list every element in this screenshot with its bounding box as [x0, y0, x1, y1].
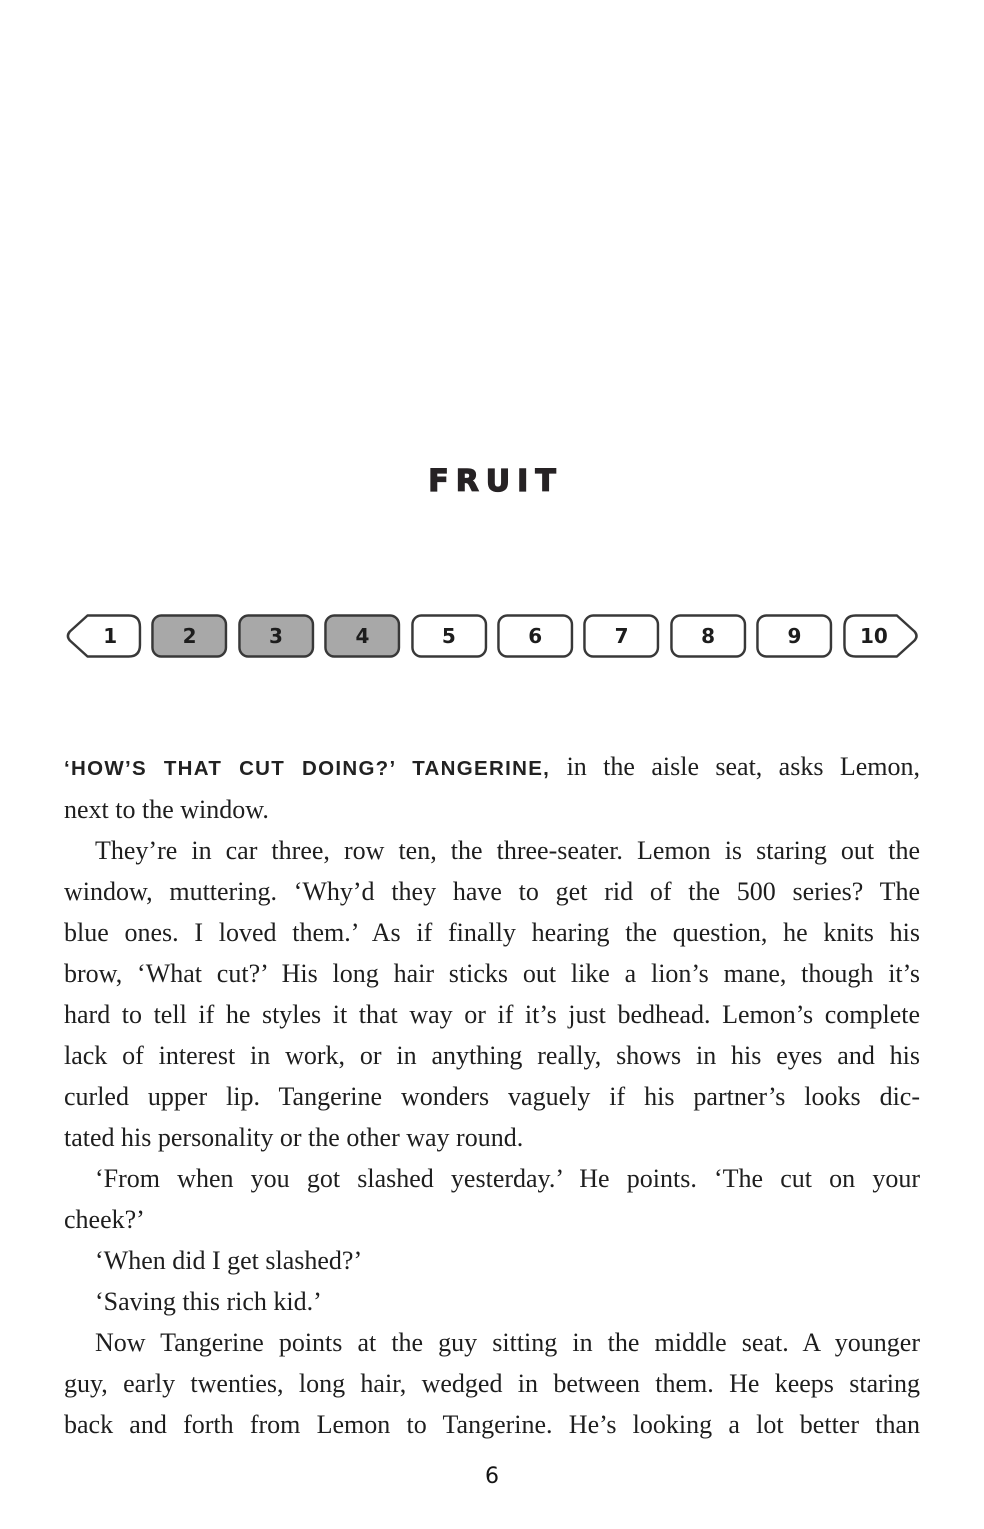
- body-line: hard to tell if he styles it that way or if it’s just bedhead. Lemon’s complete: [64, 1000, 920, 1029]
- train-car-number: 5: [441, 624, 456, 648]
- train-car-number: 4: [355, 624, 370, 648]
- train-car-4: [323, 613, 401, 659]
- body-line: Now Tangerine points at the guy sitting in the middle seat. A younger: [95, 1328, 920, 1357]
- body-line: window, muttering. ‘Why’d they have to get rid of the 500 series? The: [64, 877, 920, 906]
- train-car-8: [669, 613, 747, 659]
- train-car-number: 9: [787, 624, 802, 648]
- lead-in-bold: ‘HOW’S THAT CUT DOING?’ TANGERINE,: [64, 757, 551, 780]
- body-line: They’re in car three, row ten, the three-seater. Lemon is staring out the: [95, 836, 920, 865]
- train-car-5: [410, 613, 488, 659]
- train-car-3: [237, 613, 315, 659]
- train-car-number: 3: [269, 624, 283, 648]
- chapter-title: FRUIT: [428, 464, 563, 499]
- body-line: [64, 746, 920, 789]
- train-car-number: 8: [701, 624, 715, 648]
- body-line: guy, early twenties, long hair, wedged in between them. He keeps staring: [64, 1369, 920, 1398]
- train-car-10: [842, 613, 920, 659]
- train-car-number: 2: [182, 624, 197, 648]
- train-car-2: [150, 613, 228, 659]
- lead-in-rest: in the aisle seat, asks Lemon,: [550, 752, 921, 781]
- body-line: tated his personality or the other way round.: [64, 1123, 524, 1152]
- train-car-number: 6: [528, 624, 543, 648]
- body-line: curled upper lip. Tangerine wonders vaguely if his partner’s looks dic-: [64, 1082, 920, 1111]
- train-car-number: 1: [103, 624, 118, 648]
- train-diagram: [64, 613, 920, 659]
- train-car-1: [64, 613, 142, 659]
- body-line: brow, ‘What cut?’ His long hair sticks out like a lion’s mane, though it’s: [64, 959, 920, 988]
- train-car-6: [496, 613, 574, 659]
- body-text: [64, 746, 920, 1445]
- body-line: ‘From when you got slashed yesterday.’ He points. ‘The cut on your: [95, 1164, 920, 1193]
- train-car-number: 10: [859, 624, 888, 648]
- body-line: ‘When did I get slashed?’: [95, 1246, 363, 1275]
- train-car-7: [582, 613, 660, 659]
- body-line: lack of interest in work, or in anything really, shows in his eyes and his: [64, 1041, 920, 1070]
- body-line: back and forth from Lemon to Tangerine. He’s looking a lot better than: [64, 1410, 920, 1439]
- page-number: 6: [485, 1464, 499, 1489]
- body-line: ‘Saving this rich kid.’: [95, 1287, 322, 1316]
- train-car-9: [755, 613, 833, 659]
- body-line: blue ones. I loved them.’ As if finally hearing the question, he knits his: [64, 918, 920, 947]
- train-car-number: 7: [614, 624, 629, 648]
- body-line: cheek?’: [64, 1205, 145, 1234]
- body-line: next to the window.: [64, 795, 269, 824]
